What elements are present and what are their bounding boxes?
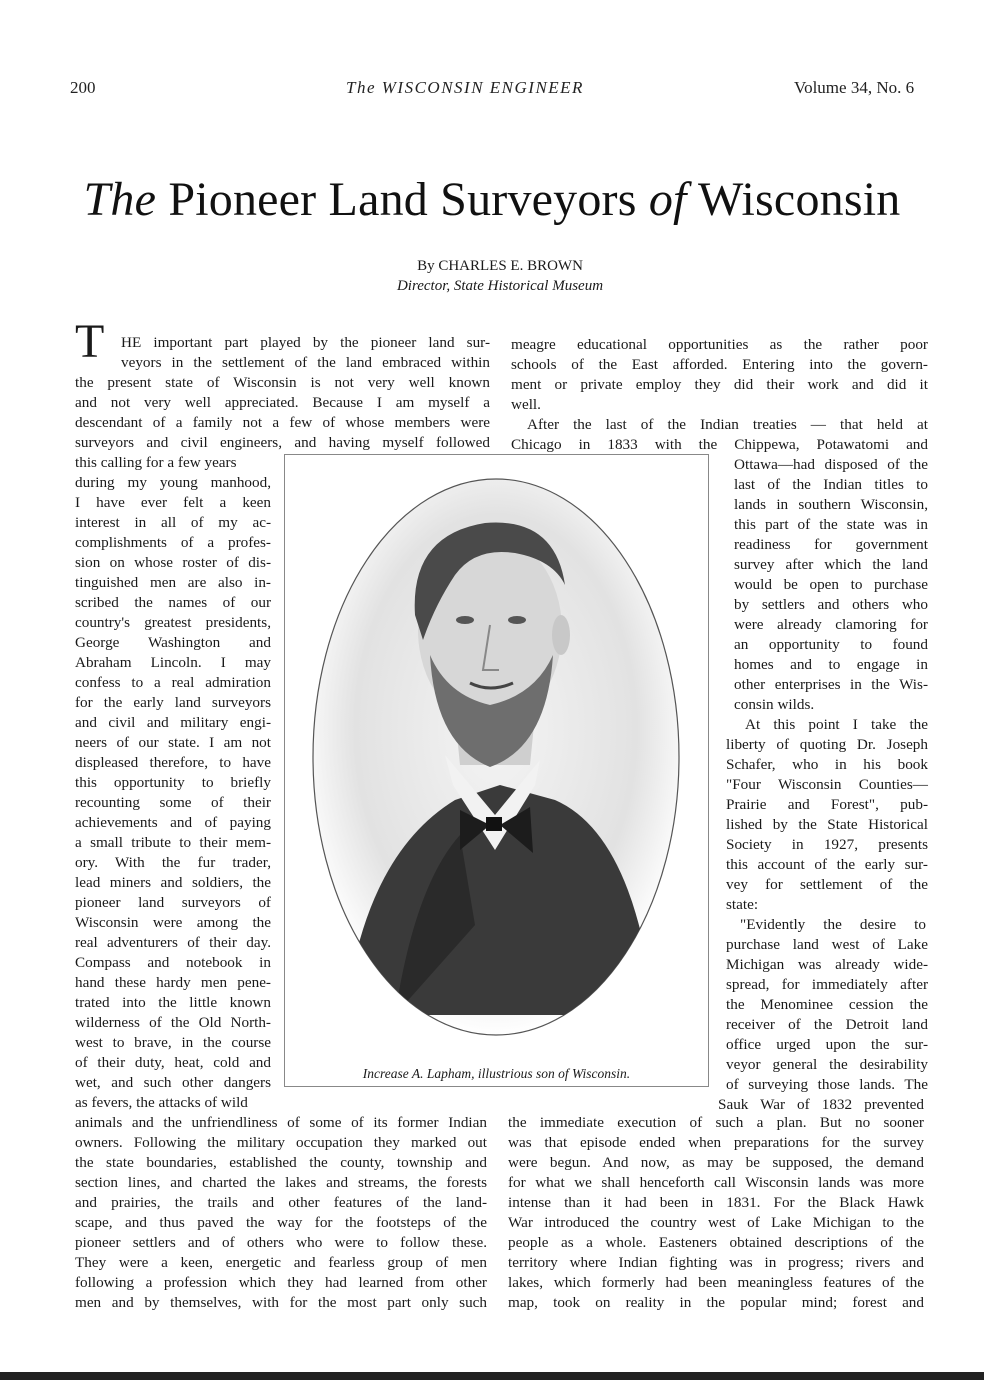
left-column-text-line: sion on whose roster of dis- — [75, 554, 271, 571]
left-column-text-line: Wisconsin were among the — [75, 914, 271, 931]
left-column-text-line: wet, and such other dangers — [75, 1074, 271, 1091]
right-column-text-line: lakes, which formerly had been meaningless features of the — [508, 1274, 924, 1291]
article-title — [0, 172, 984, 227]
left-column-text-line: pioneer settlers and of others who were to follow these. — [75, 1234, 487, 1251]
left-column-text-line: descendant of a family not a few of whose members were — [75, 414, 490, 431]
right-column-text-line: vey for settlement of the — [726, 876, 928, 893]
right-column-text-line: Chicago in 1833 with the Chippewa, Potawatomi and — [511, 436, 928, 453]
left-column-text-line: neers of our state. I am not — [75, 734, 271, 751]
left-column-text-line: I have ever felt a keen — [75, 494, 271, 511]
left-column-text-line: a small tribute to their mem- — [75, 834, 271, 851]
left-column-text-line: this opportunity to briefly — [75, 774, 271, 791]
left-column-text-line: following a profession which they had learned from other — [75, 1274, 487, 1291]
left-column-text-line: and civil and military engi- — [75, 714, 271, 731]
left-column-text-line: real adventurers of their day. — [75, 934, 271, 951]
left-column-text-line: during my young manhood, — [75, 474, 271, 491]
left-column-text-line: as fevers, the attacks of wild — [75, 1094, 248, 1111]
right-column-text-line: meagre educational opportunities as the rather poor — [511, 336, 928, 353]
left-column-text-line: Compass and notebook in — [75, 954, 271, 971]
right-column-text-line: spread, for immediately after — [726, 976, 928, 993]
left-column-text-line: HE important part played by the pioneer land sur- — [121, 334, 490, 351]
right-column-text-line: ment or private employ they did their work and did it — [511, 376, 928, 393]
right-column-text-line: "Four Wisconsin Counties— — [726, 776, 928, 793]
right-column-text-line: for what we shall henceforth call Wisconsin lands was more — [508, 1174, 924, 1191]
left-column-text-line: veyors in the settlement of the land embraced within — [121, 354, 490, 371]
right-column-text-line: lands in southern Wisconsin, — [734, 496, 928, 513]
page-bottom-edge — [0, 1372, 984, 1380]
left-column-text-line: interest in all of my ac- — [75, 514, 271, 531]
right-column-text-line: "Evidently the desire to — [740, 916, 926, 933]
right-column-text-line: people as a whole. Easteners obtained descriptions of the — [508, 1234, 924, 1251]
left-column-text-line: hand these hardy men pene- — [75, 974, 271, 991]
left-column-text-line: scribed the names of our — [75, 594, 271, 611]
drop-cap: T — [75, 315, 105, 368]
right-column-text-line: well. — [511, 396, 541, 413]
page-number: 200 — [70, 78, 96, 97]
left-column-text-line: achievements and of paying — [75, 814, 271, 831]
right-column-text-line: After the last of the Indian treaties — that held at — [527, 416, 928, 433]
left-column-text-line: and not very well appreciated. Because I am myself a — [75, 394, 490, 411]
right-column-text-line: War introduced the country west of Lake Michigan to the — [508, 1214, 924, 1231]
right-column-text-line: receiver of the Detroit land — [726, 1016, 928, 1033]
portrait-figure — [284, 454, 709, 1087]
left-column-text-line: surveyors and civil engineers, and having myself followed — [75, 434, 490, 451]
publication-title: The WISCONSIN ENGINEER — [346, 78, 584, 97]
left-column-text-line: Abraham Lincoln. I may — [75, 654, 271, 671]
title-main: Pioneer Land Surveyors — [168, 173, 637, 226]
right-column-text-line: readiness for government — [734, 536, 928, 553]
right-column-text-line: intense than it had been in 1831. For the Black Hawk — [508, 1194, 924, 1211]
right-column-text-line: map, took on reality in the popular mind; forest and — [508, 1294, 924, 1311]
left-column-text-line: the state boundaries, established the county, township and — [75, 1154, 487, 1171]
left-column-text-line: the present state of Wisconsin is not very well known — [75, 374, 490, 391]
left-column-text-line: country's greatest presidents, — [75, 614, 271, 631]
left-column-text-line: George Washington and — [75, 634, 271, 651]
right-column-text-line: homes and to engage in — [734, 656, 928, 673]
left-column-text-line: wilderness of the Old North- — [75, 1014, 271, 1031]
portrait-image — [285, 455, 708, 1086]
right-column-text-line: At this point I take the — [745, 716, 928, 733]
left-column-text-line: animals and the unfriendliness of some of its former Indian — [75, 1114, 487, 1131]
left-column-text-line: for the early land surveyors — [75, 694, 271, 711]
left-column-text-line: They were a keen, energetic and fearless group of men — [75, 1254, 487, 1271]
byline: By CHARLES E. BROWN — [417, 258, 583, 274]
left-column-text-line: section lines, and charted the lakes and streams, the forests — [75, 1174, 487, 1191]
right-column-text-line: Sauk War of 1832 prevented — [718, 1096, 924, 1113]
volume-issue: Volume 34, No. 6 — [794, 78, 915, 97]
right-column-text-line: other enterprises in the Wis- — [734, 676, 928, 693]
right-column-text-line: the Menominee cession the — [726, 996, 928, 1013]
left-column-text-line: complishments of a profes- — [75, 534, 271, 551]
right-column-text-line: Society in 1927, presents — [726, 836, 928, 853]
right-column-text-line: were already clamoring for — [734, 616, 928, 633]
right-column-text-line: the immediate execution of such a plan. But no sooner — [508, 1114, 924, 1131]
right-column-text-line: this account of the early sur- — [726, 856, 928, 873]
left-column-text-line: ory. With the fur trader, — [75, 854, 271, 871]
figure-caption: Increase A. Lapham, illustrious son of Wisconsin. — [362, 1066, 631, 1081]
author-affiliation: Director, State Historical Museum — [396, 278, 604, 294]
left-column-text-line: displeased therefore, to have — [75, 754, 271, 771]
right-column-text-line: state: — [726, 896, 759, 913]
title-end: Wisconsin — [697, 173, 901, 226]
right-column-text-line: territory where Indian fighting was in progress; rivers and — [508, 1254, 924, 1271]
left-column-text-line: this calling for a few years — [75, 454, 237, 471]
right-column-text-line: Prairie and Forest", pub- — [726, 796, 928, 813]
right-column-text-line: schools of the East afforded. Entering into the govern- — [511, 356, 928, 373]
left-column-text-line: of their duty, heat, cold and — [75, 1054, 271, 1071]
title-of: of — [648, 173, 687, 226]
title-the: The — [83, 173, 157, 226]
right-column-text-line: of surveying those lands. The — [726, 1076, 928, 1093]
right-column-text-line: veyor general the desirability — [726, 1056, 928, 1073]
right-column-text-line: last of the Indian titles to — [734, 476, 928, 493]
right-column-text-line: lished by the State Historical — [726, 816, 928, 833]
left-column-text-line: tinguished men are also in- — [75, 574, 271, 591]
left-column-text-line: recounting some of their — [75, 794, 271, 811]
right-column-text-line: office urged upon the sur- — [726, 1036, 928, 1053]
left-column-text-line: trated into the little known — [75, 994, 271, 1011]
right-column-text-line: were begun. And now, as may be supposed, the demand — [508, 1154, 924, 1171]
left-column-text-line: pioneer land surveyors of — [75, 894, 271, 911]
left-column-text-line: scape, and thus paved the way for the footsteps of the — [75, 1214, 487, 1231]
right-column-text-line: liberty of quoting Dr. Joseph — [726, 736, 928, 753]
right-column-text-line: would be open to purchase — [734, 576, 928, 593]
right-column-text-line: was that episode ended when preparations for the survey — [508, 1134, 924, 1151]
left-column-text-line: confess to a real admiration — [75, 674, 271, 691]
left-column-text-line: men and by themselves, with for the most part only such — [75, 1294, 487, 1311]
right-column-text-line: survey after which the land — [734, 556, 928, 573]
right-column-text-line: this part of the state was in — [734, 516, 928, 533]
left-column-text-line: and prairies, the trails and other features of the land- — [75, 1194, 487, 1211]
left-column-text-line: west to brave, in the course — [75, 1034, 271, 1051]
right-column-text-line: purchase land west of Lake — [726, 936, 928, 953]
right-column-text-line: an opportunity to found — [734, 636, 928, 653]
right-column-text-line: Schafer, who in his book — [726, 756, 928, 773]
right-column-text-line: Ottawa—had disposed of the — [734, 456, 928, 473]
right-column-text-line: by settlers and others who — [734, 596, 928, 613]
right-column-text-line: Michigan was already wide- — [726, 956, 928, 973]
left-column-text-line: owners. Following the military occupation they marked out — [75, 1134, 487, 1151]
left-column-text-line: lead miners and soldiers, the — [75, 874, 271, 891]
right-column-text-line: consin wilds. — [734, 696, 815, 713]
